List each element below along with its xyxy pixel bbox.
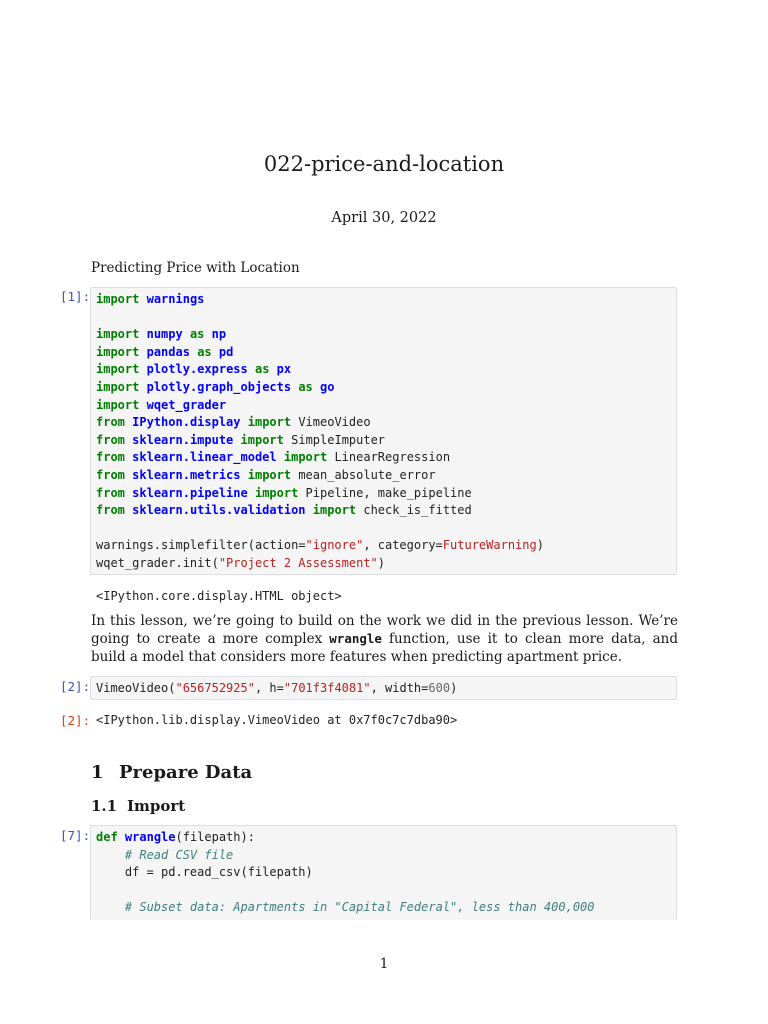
code-token: sklearn.pipeline (132, 485, 248, 500)
code-token (139, 362, 146, 376)
code-token (233, 433, 240, 447)
code-token: pd (218, 344, 234, 359)
code-token: , category= (363, 538, 443, 553)
lesson-paragraph (91, 612, 678, 667)
code-token: as (189, 327, 205, 342)
code-token: # Subset data: Apartments in "Capital Federal", less than 400,000 (124, 900, 595, 915)
code-token: import (96, 397, 140, 412)
code-token: from (96, 450, 125, 465)
code-token: as (298, 379, 313, 394)
code-token: import (247, 415, 292, 430)
cell-2-output-prompt: [2]: (60, 713, 91, 728)
code-token: as (197, 344, 212, 359)
code-token: plotly.graph_objects (146, 379, 292, 394)
code-token: LinearRegression (327, 450, 451, 465)
html-object-output: <IPython.core.display.HTML object> (96, 589, 342, 603)
cell-2-prompt: [2]: (60, 679, 91, 694)
code-token: "ignore" (305, 538, 364, 553)
code-token: wqet_grader.init( (96, 555, 219, 570)
code-token: import (312, 503, 357, 518)
code-block (91, 677, 676, 700)
code-token: "Project 2 Assessment" (218, 555, 378, 570)
code-token: px (276, 362, 292, 377)
code-token (269, 362, 276, 376)
code-token: from (96, 485, 125, 500)
code-token: "656752925" (175, 681, 255, 695)
section-number: 1 (91, 762, 104, 783)
code-token: # Read CSV file (124, 847, 234, 862)
code-token: pandas (146, 344, 190, 359)
code-token: SimpleImputer (283, 432, 386, 447)
code-token: import (96, 379, 140, 394)
code-token (248, 486, 255, 500)
document-date: April 30, 2022 (331, 210, 437, 226)
code-token: import (96, 344, 140, 359)
code-token: import (247, 467, 292, 482)
code-cell-vimeo[interactable] (90, 676, 677, 700)
code-token: from (96, 503, 125, 518)
code-token: import (240, 432, 284, 447)
code-token: check_is_fitted (356, 503, 472, 518)
code-token: ) (450, 681, 458, 695)
code-token (96, 900, 125, 914)
code-token: from (96, 415, 125, 430)
code-token: "701f3f4081" (283, 681, 371, 695)
code-token: wrangle (124, 830, 176, 844)
code-token: import (96, 362, 140, 377)
code-token (118, 830, 125, 844)
code-token: as (254, 362, 270, 377)
code-token: import (254, 485, 299, 500)
code-token (139, 292, 146, 306)
subsection-heading-import (91, 797, 185, 815)
code-token (212, 345, 219, 359)
code-block (91, 826, 676, 920)
subsection-number: 1.1 (91, 797, 118, 815)
code-token: df = pd.read_csv(filepath) (96, 865, 313, 880)
code-token (313, 380, 320, 394)
code-token: mean_absolute_error (291, 467, 436, 482)
code-token: go (320, 379, 335, 394)
subsection-title: Import (127, 797, 186, 815)
code-token: , h= (254, 681, 284, 695)
code-token (139, 398, 146, 412)
code-token: (filepath): (175, 830, 255, 844)
code-token: IPython.display (132, 415, 241, 430)
code-token: warnings (146, 292, 205, 306)
code-token (277, 450, 284, 464)
code-token: , width= (370, 681, 429, 695)
code-token: sklearn.impute (132, 432, 234, 447)
code-token: np (211, 327, 227, 342)
code-token (183, 327, 190, 341)
code-token: plotly.express (146, 362, 248, 377)
code-token (139, 345, 146, 359)
code-token (139, 380, 146, 394)
wrangle-inline-code: wrangle (329, 631, 382, 647)
code-token: def (96, 830, 118, 844)
code-cell-imports[interactable] (90, 287, 677, 575)
code-token: FutureWarning (442, 538, 537, 553)
section-title: Prepare Data (119, 762, 253, 783)
vimeo-output: <IPython.lib.display.VimeoVideo at 0x7f0c7c7dba90> (96, 713, 458, 727)
code-token: ) (377, 555, 386, 570)
code-token: VimeoVideo (291, 415, 371, 430)
code-token: wqet_grader (146, 397, 227, 412)
code-token: ) (536, 538, 544, 553)
code-token (306, 503, 313, 517)
code-token: from (96, 432, 125, 447)
code-token: Pipeline, make_pipeline (298, 485, 472, 500)
code-token: import (96, 292, 140, 306)
page-number: 1 (379, 956, 389, 972)
code-token: import (283, 450, 328, 465)
code-token: sklearn.linear_model (132, 450, 277, 465)
code-token (139, 327, 146, 341)
code-token: from (96, 467, 125, 482)
intro-text: Predicting Price with Location (91, 260, 300, 276)
code-token: warnings.simplefilter(action= (96, 538, 306, 553)
code-token (241, 415, 248, 429)
document-title: 022-price-and-location (263, 152, 505, 176)
code-token: sklearn.metrics (132, 467, 241, 482)
code-token: VimeoVideo( (96, 681, 176, 695)
code-block (91, 288, 676, 575)
code-token (241, 468, 248, 482)
cell-7-prompt: [7]: (60, 828, 91, 843)
paragraph-text-end: function, use it to clean more data, and build a model that considers more features when predicting apartment price. (91, 631, 678, 666)
code-token (204, 327, 211, 341)
code-token: sklearn.utils.validation (132, 503, 306, 518)
code-token (248, 362, 255, 376)
code-token: numpy (146, 327, 183, 342)
paragraph-text-start: In this lesson, we’re going to build on the work we did in the previous lesson. We’re going to create a more complex (91, 613, 678, 648)
code-token: import (96, 327, 140, 342)
cell-1-prompt: [1]: (60, 289, 91, 304)
code-token: 600 (428, 681, 451, 695)
code-cell-wrangle[interactable] (90, 825, 677, 920)
code-token (96, 848, 125, 862)
section-heading-prepare-data (91, 762, 252, 783)
